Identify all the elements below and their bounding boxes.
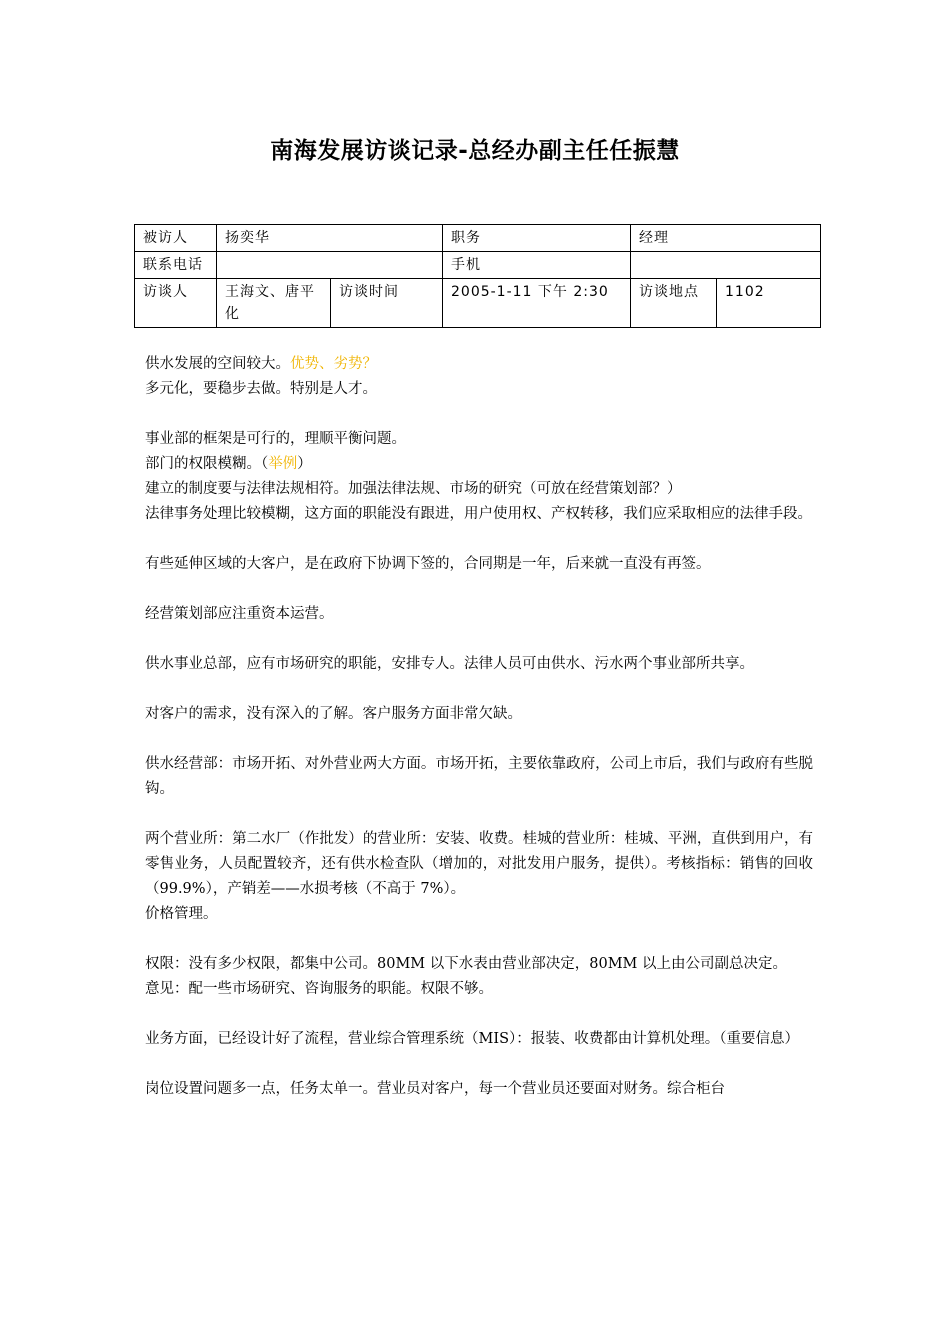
paragraph: 权限：没有多少权限，都集中公司。80MM 以下水表由营业部决定，80MM 以上由公司副总决定。 [145, 956, 788, 972]
paragraph [145, 452, 813, 477]
paragraph: 法律事务处理比较模糊，这方面的职能没有跟进，用户使用权、产权转移，我们应采取相应的法律手段。 [145, 506, 812, 522]
paragraph: 建立的制度要与法律法规相符。加强法律法规、市场的研究（可放在经营策划部？） [145, 481, 682, 497]
interview-notes [145, 352, 813, 1102]
phone-value [217, 252, 443, 279]
interviewer-value: 王海文、唐平化 [217, 279, 331, 328]
interview-time-value: 2005-1-11 下午 2:30 [443, 279, 631, 328]
paragraph: 多元化，要稳步去做。特别是人才。 [145, 381, 377, 397]
paragraph: 价格管理。 [145, 906, 218, 922]
paragraph [145, 352, 813, 377]
interview-time-label: 访谈时间 [331, 279, 443, 328]
paragraph: 有些延伸区域的大客户，是在政府下协调下签的，合同期是一年，后来就一直没有再签。 [145, 556, 711, 572]
highlight-note: 优势、劣势？ [290, 356, 377, 372]
table-row [135, 252, 821, 279]
phone-label: 联系电话 [135, 252, 217, 279]
mobile-value [631, 252, 821, 279]
document-title: 南海发展访谈记录-总经办副主任任振慧 [270, 138, 680, 164]
mobile-label: 手机 [443, 252, 631, 279]
paragraph: 业务方面，已经设计好了流程，营业综合管理系统（MIS）：报装、收费都由计算机处理。（重要信息） [145, 1031, 800, 1047]
position-value: 经理 [631, 225, 821, 252]
table-row [135, 225, 821, 252]
interviewer-label: 访谈人 [135, 279, 217, 328]
table-row [135, 279, 821, 328]
paragraph: 对客户的需求，没有深入的了解。客户服务方面非常欠缺。 [145, 706, 522, 722]
paragraph-text: ） [297, 456, 312, 472]
paragraph: 意见：配一些市场研究、咨询服务的职能。权限不够。 [145, 981, 493, 997]
highlight-note: 举例 [268, 456, 298, 472]
interviewee-label: 被访人 [135, 225, 217, 252]
paragraph: 供水事业总部，应有市场研究的职能，安排专人。法律人员可由供水、污水两个事业部所共享。 [145, 656, 754, 672]
paragraph: 经营策划部应注重资本运营。 [145, 606, 334, 622]
paragraph: 岗位设置问题多一点，任务太单一。营业员对客户，每一个营业员还要面对财务。综合柜台 [145, 1081, 725, 1097]
position-label: 职务 [443, 225, 631, 252]
interviewee-value: 扬奕华 [217, 225, 443, 252]
paragraph: 供水经营部：市场开拓、对外营业两大方面。市场开拓，主要依靠政府，公司上市后，我们与政府有些脱钩。 [145, 756, 813, 797]
interview-place-value: 1102 [717, 279, 821, 328]
paragraph-text: 供水发展的空间较大。 [145, 356, 290, 372]
paragraph: 事业部的框架是可行的，理顺平衡问题。 [145, 431, 406, 447]
interview-place-label: 访谈地点 [631, 279, 717, 328]
interview-info-table [134, 224, 821, 328]
paragraph: 两个营业所：第二水厂（作批发）的营业所：安装、收费。桂城的营业所：桂城、平洲，直供到用户，有零售业务，人员配置较齐，还有供水检查队（增加的，对批发用户服务，提供）。考核指标：销售的回收（99.9%），产销差——水损考核（不高于 7%）。 [145, 831, 813, 897]
paragraph-text: 部门的权限模糊。（ [145, 456, 269, 472]
